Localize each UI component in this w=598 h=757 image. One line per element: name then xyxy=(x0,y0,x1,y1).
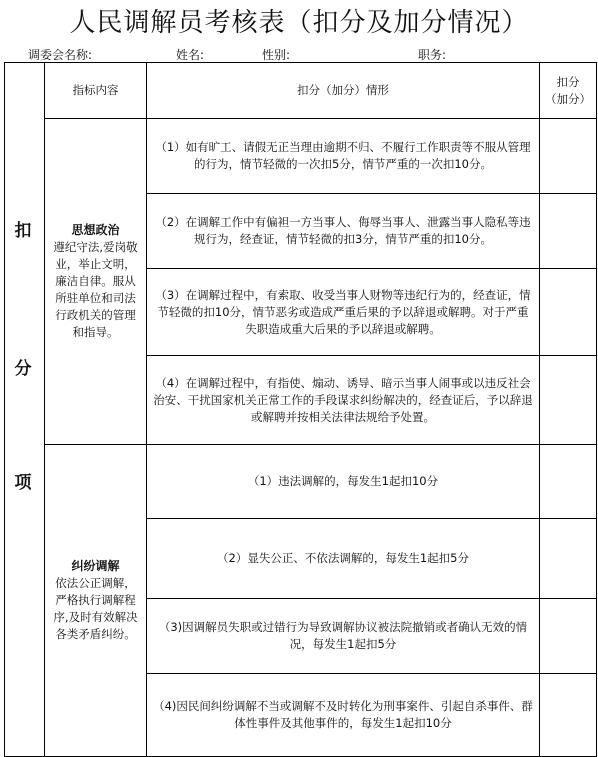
deduction-item: （1）违法调解的，每发生1起扣10分 xyxy=(247,474,439,488)
criterion-cell xyxy=(45,445,146,756)
criterion-description: 依法公正调解，严格执行调解程序,及时有效解决各类矛盾纠纷。 xyxy=(53,576,138,641)
criterion-cell xyxy=(45,119,146,444)
header-criteria: 指标内容 xyxy=(72,83,119,97)
score-input-cell[interactable] xyxy=(540,599,596,673)
position-label: 职务: xyxy=(418,48,447,62)
side-label-char: 项 xyxy=(14,473,32,493)
score-input-cell[interactable] xyxy=(540,119,596,193)
side-label-char: 分 xyxy=(14,359,32,379)
criterion-title: 纠纷调解 xyxy=(71,559,120,573)
deduction-item: （2）显失公正、不依法调解的，每发生1起扣5分 xyxy=(217,551,469,565)
score-input-cell[interactable] xyxy=(540,194,596,268)
score-input-cell[interactable] xyxy=(540,269,596,355)
header-score-line2: （加分） xyxy=(545,91,591,106)
deduction-item: （4）在调解过程中，有指使、煽动、诱导、暗示当事人闹事或以违反社会治安、干扰国家机关正常工作的手段谋求纠纷解决的，经查证后，予以辞退或解聘并按相关法律法规给予处置。 xyxy=(153,375,533,424)
deduction-item: （1）如有旷工、请假无正当理由逾期不归、不履行工作职责等不服从管理的行为，情节轻微的一次扣5分，情节严重的一次扣10分。 xyxy=(155,140,531,171)
page-title: 人民调解员考核表（扣分及加分情况） xyxy=(69,8,529,38)
gender-label: 性别: xyxy=(262,48,291,62)
criterion-title: 思想政治 xyxy=(71,223,120,237)
committee-name-label: 调委会名称: xyxy=(28,48,93,62)
deduction-item: （3）在调解过程中，有索取、收受当事人财物等违纪行为的，经查证，情节轻微的扣10分，情节恶劣或造成严重后果的予以辞退或解聘。对于严重失职造成重大后果的予以辞退或解聘。 xyxy=(155,287,531,336)
deduction-item: （3)因调解员失职或过错行为导致调解协议被法院撤销或者确认无效的情况，每发生1起扣5分 xyxy=(158,620,528,651)
header-score xyxy=(540,63,596,118)
deduction-item: （4)因民间纠纷调解不当或调解不及时转化为刑事案件、引起自杀事件、群体性事件及其他事件的，每发生1起扣10分 xyxy=(153,699,533,730)
score-input-cell[interactable] xyxy=(540,445,596,518)
side-label-char: 扣 xyxy=(14,221,32,241)
score-input-cell[interactable] xyxy=(540,519,596,598)
score-input-cell[interactable] xyxy=(540,674,596,756)
deduction-item: （2）在调解工作中有偏袒一方当事人、侮辱当事人、泄露当事人隐私等违规行为，经查证，情节轻微的扣3分，情节严重的扣10分。 xyxy=(155,215,531,246)
header-score-line1: 扣分 xyxy=(556,74,580,89)
name-label: 姓名: xyxy=(176,48,205,62)
header-situation: 扣分（加分）情形 xyxy=(297,83,389,97)
score-input-cell[interactable] xyxy=(540,356,596,444)
criterion-description: 遵纪守法,爱岗敬业，举止文明，廉洁自律。服从所驻单位和司法行政机关的管理和指导。 xyxy=(53,240,138,339)
